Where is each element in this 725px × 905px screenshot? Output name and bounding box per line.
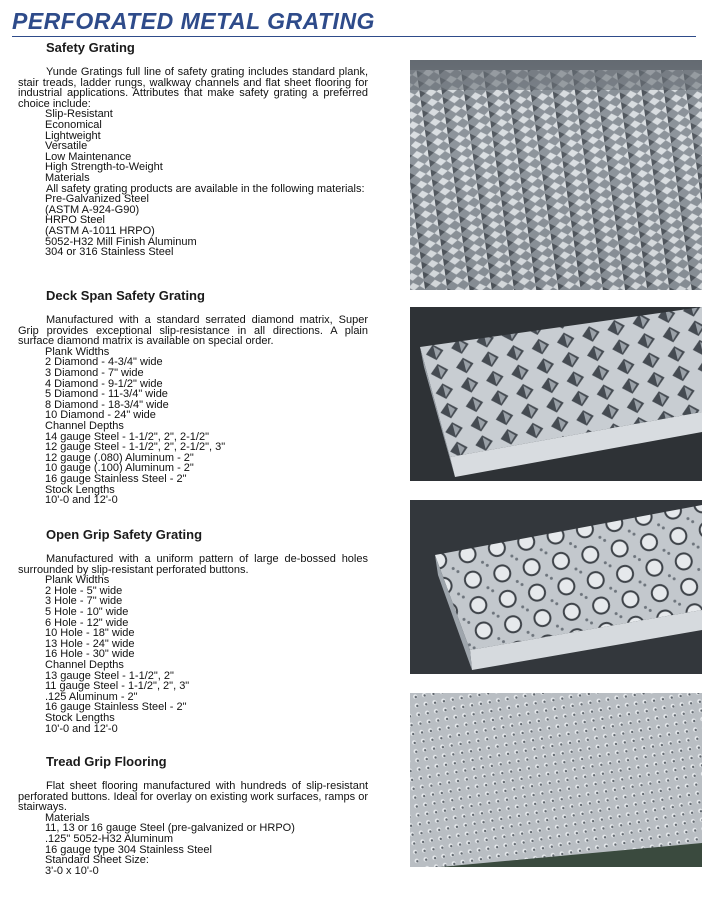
list-item: 16 gauge Stainless Steel - 2" [45, 701, 187, 714]
list-item: 12 gauge Steel - 1-1/2", 2", 2-1/2", 3" [45, 441, 226, 454]
list-item: 5052-H32 Mill Finish Aluminum [45, 235, 197, 248]
list-item: (ASTM A-924-G90) [45, 203, 140, 216]
materials-list [18, 194, 368, 258]
list-item: Standard Sheet Size: [45, 854, 149, 867]
list-item: 5 Diamond - 11-3/4" wide [45, 388, 168, 401]
list-item: Plank Widths [45, 574, 110, 587]
list-item: 8 Diamond - 18-3/4" wide [45, 398, 169, 411]
list-item: 6 Hole - 12" wide [45, 616, 129, 629]
deck-span-photo [410, 307, 702, 481]
list-item: .125" 5052-H32 Aluminum [45, 832, 174, 845]
list-item: 10 Diamond - 24" wide [45, 409, 156, 422]
list-item: Plank Widths [45, 345, 110, 358]
section-heading: Safety Grating [46, 40, 135, 55]
list-item: 2 Hole - 5" wide [45, 584, 123, 597]
list-item: Lightweight [45, 129, 101, 142]
spec-list [18, 813, 368, 877]
list-item: Materials [45, 811, 90, 824]
spec-list [18, 575, 368, 734]
list-item: Pre-Galvanized Steel [45, 193, 149, 206]
list-item: Stock Lengths [45, 711, 115, 724]
list-item: 304 or 316 Stainless Steel [45, 246, 174, 259]
section-tread-grip [18, 754, 368, 876]
section-open-grip [18, 527, 368, 734]
page-title: PERFORATED METAL GRATING [12, 8, 375, 34]
section-intro: Manufactured with a standard serrated diamond matrix, Super Grip provides exceptional slip-resistance in all directions. A plain surface diamond matrix is available on special order. [18, 314, 368, 348]
list-item: 13 gauge Steel - 1-1/2", 2" [45, 669, 174, 682]
list-item: Stock Lengths [45, 483, 115, 496]
list-item: Versatile [45, 140, 88, 153]
list-item: (ASTM A-1011 HRPO) [45, 224, 155, 237]
title-divider [12, 36, 696, 37]
list-item: Channel Depths [45, 658, 124, 671]
section-intro: Manufactured with a uniform pattern of large de-bossed holes surrounded by slip-resistant perforated buttons. [18, 553, 368, 576]
list-item: Slip-Resistant [45, 108, 113, 121]
list-item: 3'-0 x 10'-0 [45, 864, 99, 877]
section-heading: Tread Grip Flooring [46, 754, 167, 769]
attribute-list [18, 109, 368, 183]
section-deck-span [18, 288, 368, 506]
section-intro: Flat sheet flooring manufactured with hundreds of slip-resistant perforated buttons. Ideal for overlay on existing work surfaces, ramps or stairways. [18, 780, 368, 814]
list-item: 4 Diamond - 9-1/2" wide [45, 377, 163, 390]
list-item: 3 Hole - 7" wide [45, 595, 123, 608]
list-item: High Strength-to-Weight [45, 161, 163, 174]
list-item: Economical [45, 118, 102, 131]
list-item: 16 gauge Stainless Steel - 2" [45, 472, 187, 485]
section-intro-2: All safety grating products are available in the following materials: [46, 182, 365, 195]
list-item: Materials [45, 171, 90, 184]
list-item: 11 gauge Steel - 1-1/2", 2", 3" [45, 680, 190, 693]
list-item: 10'-0 and 12'-0 [45, 494, 118, 507]
list-item: 13 Hole - 24" wide [45, 637, 135, 650]
list-item: 10'-0 and 12'-0 [45, 722, 118, 735]
safety-grating-photo [410, 60, 702, 290]
open-grip-photo [410, 500, 702, 674]
list-item: .125 Aluminum - 2" [45, 690, 138, 703]
list-item: HRPO Steel [45, 214, 105, 227]
list-item: 16 Hole - 30" wide [45, 648, 135, 661]
list-item: 11, 13 or 16 gauge Steel (pre-galvanized or HRPO) [45, 822, 295, 835]
section-heading: Deck Span Safety Grating [46, 288, 205, 303]
list-item: 2 Diamond - 4-3/4" wide [45, 356, 163, 369]
list-item: 12 gauge (.080) Aluminum - 2" [45, 451, 194, 464]
spec-list [18, 347, 368, 506]
list-item: 14 gauge Steel - 1-1/2", 2", 2-1/2" [45, 430, 209, 443]
section-safety-grating [18, 40, 368, 258]
section-intro: Yunde Gratings full line of safety grating includes standard plank, stair treads, ladder rungs, walkway channels and flat sheet flooring for industrial applications. Attributes that make safety grating a preferred choice include: [18, 66, 368, 110]
tread-grip-photo [410, 693, 702, 867]
list-item: 5 Hole - 10" wide [45, 605, 129, 618]
section-heading: Open Grip Safety Grating [46, 527, 203, 542]
list-item: 16 gauge type 304 Stainless Steel [45, 843, 212, 856]
list-item: 10 Hole - 18" wide [45, 627, 135, 640]
list-item: Low Maintenance [45, 150, 132, 163]
list-item: 3 Diamond - 7" wide [45, 366, 144, 379]
list-item: 10 gauge (.100) Aluminum - 2" [45, 462, 194, 475]
list-item: Channel Depths [45, 419, 124, 432]
